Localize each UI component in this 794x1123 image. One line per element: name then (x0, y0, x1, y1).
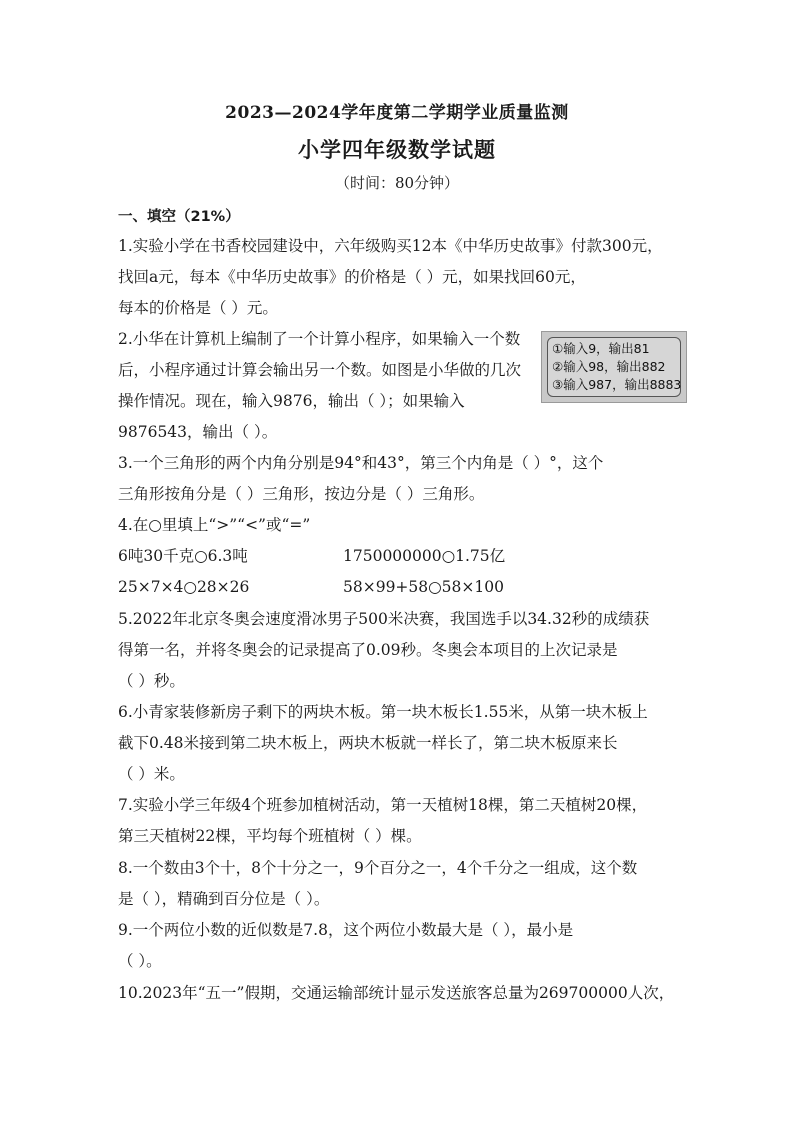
q8-line-2: 是（ ），精确到百分位是（ ）。 (118, 890, 330, 908)
q2-line-1: 2.小华在计算机上编制了一个计算小程序，如果输入一个数 (118, 330, 521, 348)
q9-line-1: 9.一个两位小数的近似数是7.8，这个两位小数最大是（ ），最小是 (118, 921, 574, 939)
q8-line-1: 8.一个数由3个十，8个十分之一，9个百分之一，4个千分之一组成，这个数 (118, 859, 638, 877)
q2-line-2: 后，小程序通过计算会输出另一个数。如图是小华做的几次 (118, 361, 522, 379)
q2-line-3: 操作情况。现在，输入9876，输出（ ）；如果输入 (118, 392, 465, 410)
q7-line-2: 第三天植树22棵，平均每个班植树（ ）棵。 (118, 827, 422, 845)
q2-program-figure-frame (547, 337, 681, 397)
q5-line-2: 得第一名，并将冬奥会的记录提高了0.09秒。冬奥会本项目的上次记录是 (118, 641, 618, 659)
q10-line-1: 10.2023年“五一”假期，交通运输部统计显示发送旅客总量为269700000人次， (118, 984, 675, 1002)
q2-figure-row-1: ①输入9，输出81 (552, 341, 650, 356)
q6-line-2: 截下0.48米接到第二块木板上，两块木板就一样长了，第二块木板原来长 (118, 734, 618, 752)
q2-program-figure (541, 331, 687, 403)
exam-header-title: 2023—2024学年度第二学期学业质量监测 (225, 103, 569, 123)
q4-item-d: 58×99+58○58×100 (343, 578, 504, 596)
exam-title: 小学四年级数学试题 (298, 137, 496, 162)
q6-line-1: 6.小青家装修新房子剩下的两块木板。第一块木板长1.55米，从第一块木板上 (118, 703, 648, 721)
q5-line-1: 5.2022年北京冬奥会速度滑冰男子500米决赛，我国选手以34.32秒的成绩获 (118, 610, 650, 628)
section-heading: 一、填空（21%） (118, 209, 240, 225)
q2-figure-row-2: ②输入98，输出882 (552, 359, 666, 374)
q1-line-3: 每本的价格是（ ）元。 (118, 299, 278, 317)
q4-item-b: 1750000000○1.75亿 (343, 547, 506, 565)
q6-line-3: （ ）米。 (118, 765, 185, 783)
q1-line-1: 1.实验小学在书香校园建设中，六年级购买12本《中华历史故事》付款300元， (118, 237, 663, 255)
q3-line-2: 三角形按角分是（ ）三角形，按边分是（ ）三角形。 (118, 485, 485, 503)
q4-item-a: 6吨30千克○6.3吨 (118, 547, 248, 565)
q4-line-1: 4.在○里填上“>”“<”或“=” (118, 516, 311, 534)
q7-line-1: 7.实验小学三年级4个班参加植树活动，第一天植树18棵，第二天植树20棵， (118, 796, 648, 814)
q9-line-2: （ ）。 (118, 952, 162, 970)
q4-item-c: 25×7×4○28×26 (118, 578, 250, 596)
q5-line-3: （ ）秒。 (118, 672, 185, 690)
q2-figure-row-3: ③输入987，输出8883 (552, 377, 682, 392)
q2-line-4: 9876543，输出（ ）。 (118, 423, 278, 441)
q3-line-1: 3.一个三角形的两个内角分别是94°和43°，第三个内角是（ ）°，这个 (118, 454, 604, 472)
q1-line-2: 找回a元，每本《中华历史故事》的价格是（ ）元，如果找回60元， (118, 268, 586, 286)
time-note: （时间：80分钟） (334, 174, 460, 192)
